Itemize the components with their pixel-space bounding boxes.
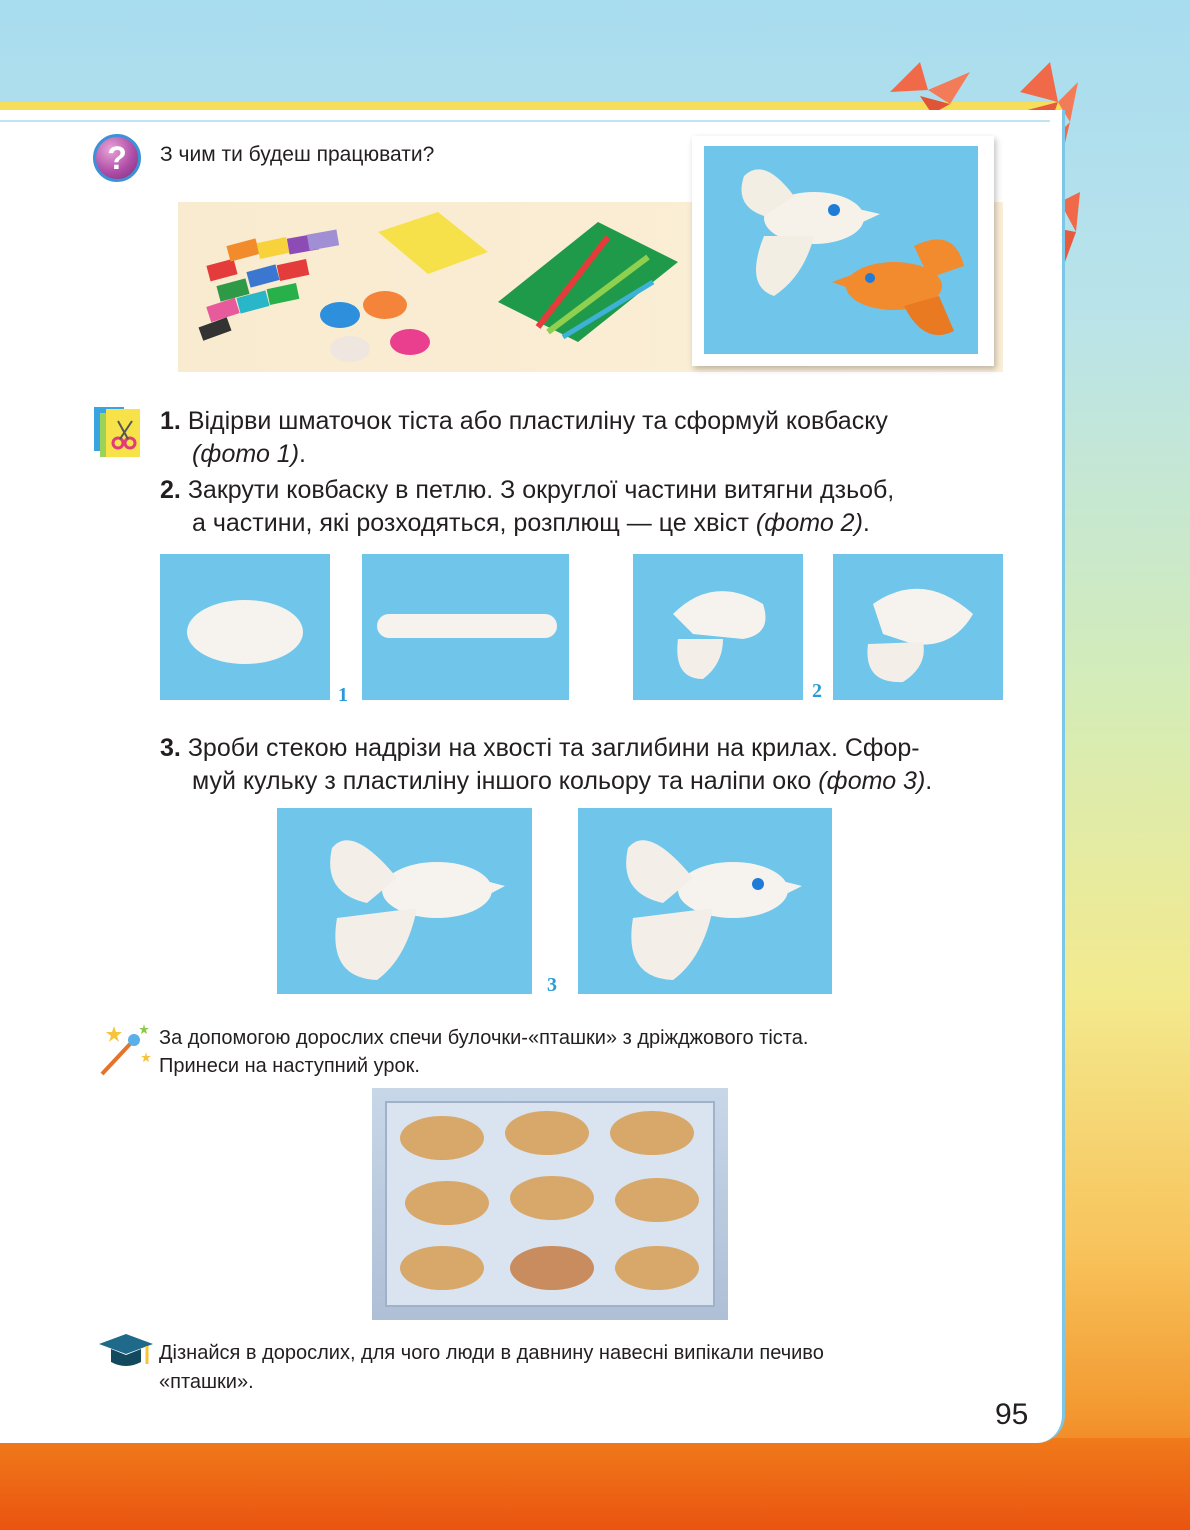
graduation-cap-icon	[97, 1332, 155, 1372]
photo-dough-ball	[160, 554, 330, 700]
step-3	[160, 732, 1010, 765]
orange-bird-image	[832, 239, 964, 335]
step-2-number: 2.	[160, 476, 181, 504]
finished-birds-photo	[692, 136, 994, 366]
step-1-ref-line: (фото 1).	[192, 440, 306, 468]
magic-brush-icon	[96, 1022, 154, 1078]
photo-label-1: 1	[338, 684, 348, 706]
step-2	[160, 474, 1010, 507]
plasticine-bars-image	[199, 230, 340, 341]
step-3-text-a: Зроби стекою надрізи на хвості та заглибини на крилах. Сфор-	[187, 734, 920, 762]
bottom-band	[0, 1438, 1190, 1530]
photo-bird-shaped	[277, 808, 532, 994]
photo-dough-sausage	[362, 554, 569, 700]
step-2-text-a: Закрути ковбаску в петлю. З округлої частини витягни дзьоб,	[187, 476, 895, 504]
question-icon: ?	[93, 134, 141, 182]
page-number: 95	[995, 1398, 1029, 1431]
photo-label-2: 2	[812, 680, 822, 702]
task-craft-icon	[92, 403, 144, 461]
step-3-text-b: муй кульку з пластиліну іншого кольору та наліпи око	[192, 767, 812, 795]
photo-label-3: 3	[547, 974, 557, 996]
page-top-rule	[0, 120, 1050, 122]
step-2-ref: (фото 2)	[755, 509, 863, 537]
step-3-line-b: муй кульку з пластиліну іншого кольору та наліпи око (фото 3).	[192, 767, 933, 795]
photo-bird-finished	[578, 808, 832, 994]
step-1-ref: (фото 1)	[192, 440, 300, 468]
green-board-tools-image	[498, 222, 678, 342]
step-2-text-b: а частини, які розходяться, розплющ — це хвіст	[192, 509, 749, 537]
bird-buns-photo	[372, 1088, 728, 1320]
butterfly-icon	[890, 62, 970, 114]
learn-note-line1: Дізнайся в дорослих, для чого люди в давнину навесні випікали печиво	[159, 1342, 824, 1364]
photo-dough-loop-2	[833, 554, 1003, 700]
photo-dough-loop-1	[633, 554, 803, 700]
step-3-number: 3.	[160, 734, 181, 762]
step-3-ref: (фото 3)	[818, 767, 926, 795]
yellow-board-image	[378, 212, 488, 274]
learn-note-line2: «пташки».	[159, 1371, 254, 1393]
step-1-number: 1.	[160, 407, 181, 435]
intro-question: З чим ти будеш працювати?	[160, 143, 435, 166]
step-1-text: Відірви шматочок тіста або пластиліну та сформуй ковбаску	[187, 407, 888, 435]
step-1	[160, 405, 1010, 438]
bake-note-line1: За допомогою дорослих спечи булочки-«пташки» з дріжджового тіста.	[159, 1027, 809, 1049]
bake-note-line2: Принеси на наступний урок.	[159, 1055, 420, 1077]
step-2-line-b: а частини, які розходяться, розплющ — це хвіст (фото 2).	[192, 509, 870, 537]
plasticine-balls-image	[320, 291, 430, 362]
